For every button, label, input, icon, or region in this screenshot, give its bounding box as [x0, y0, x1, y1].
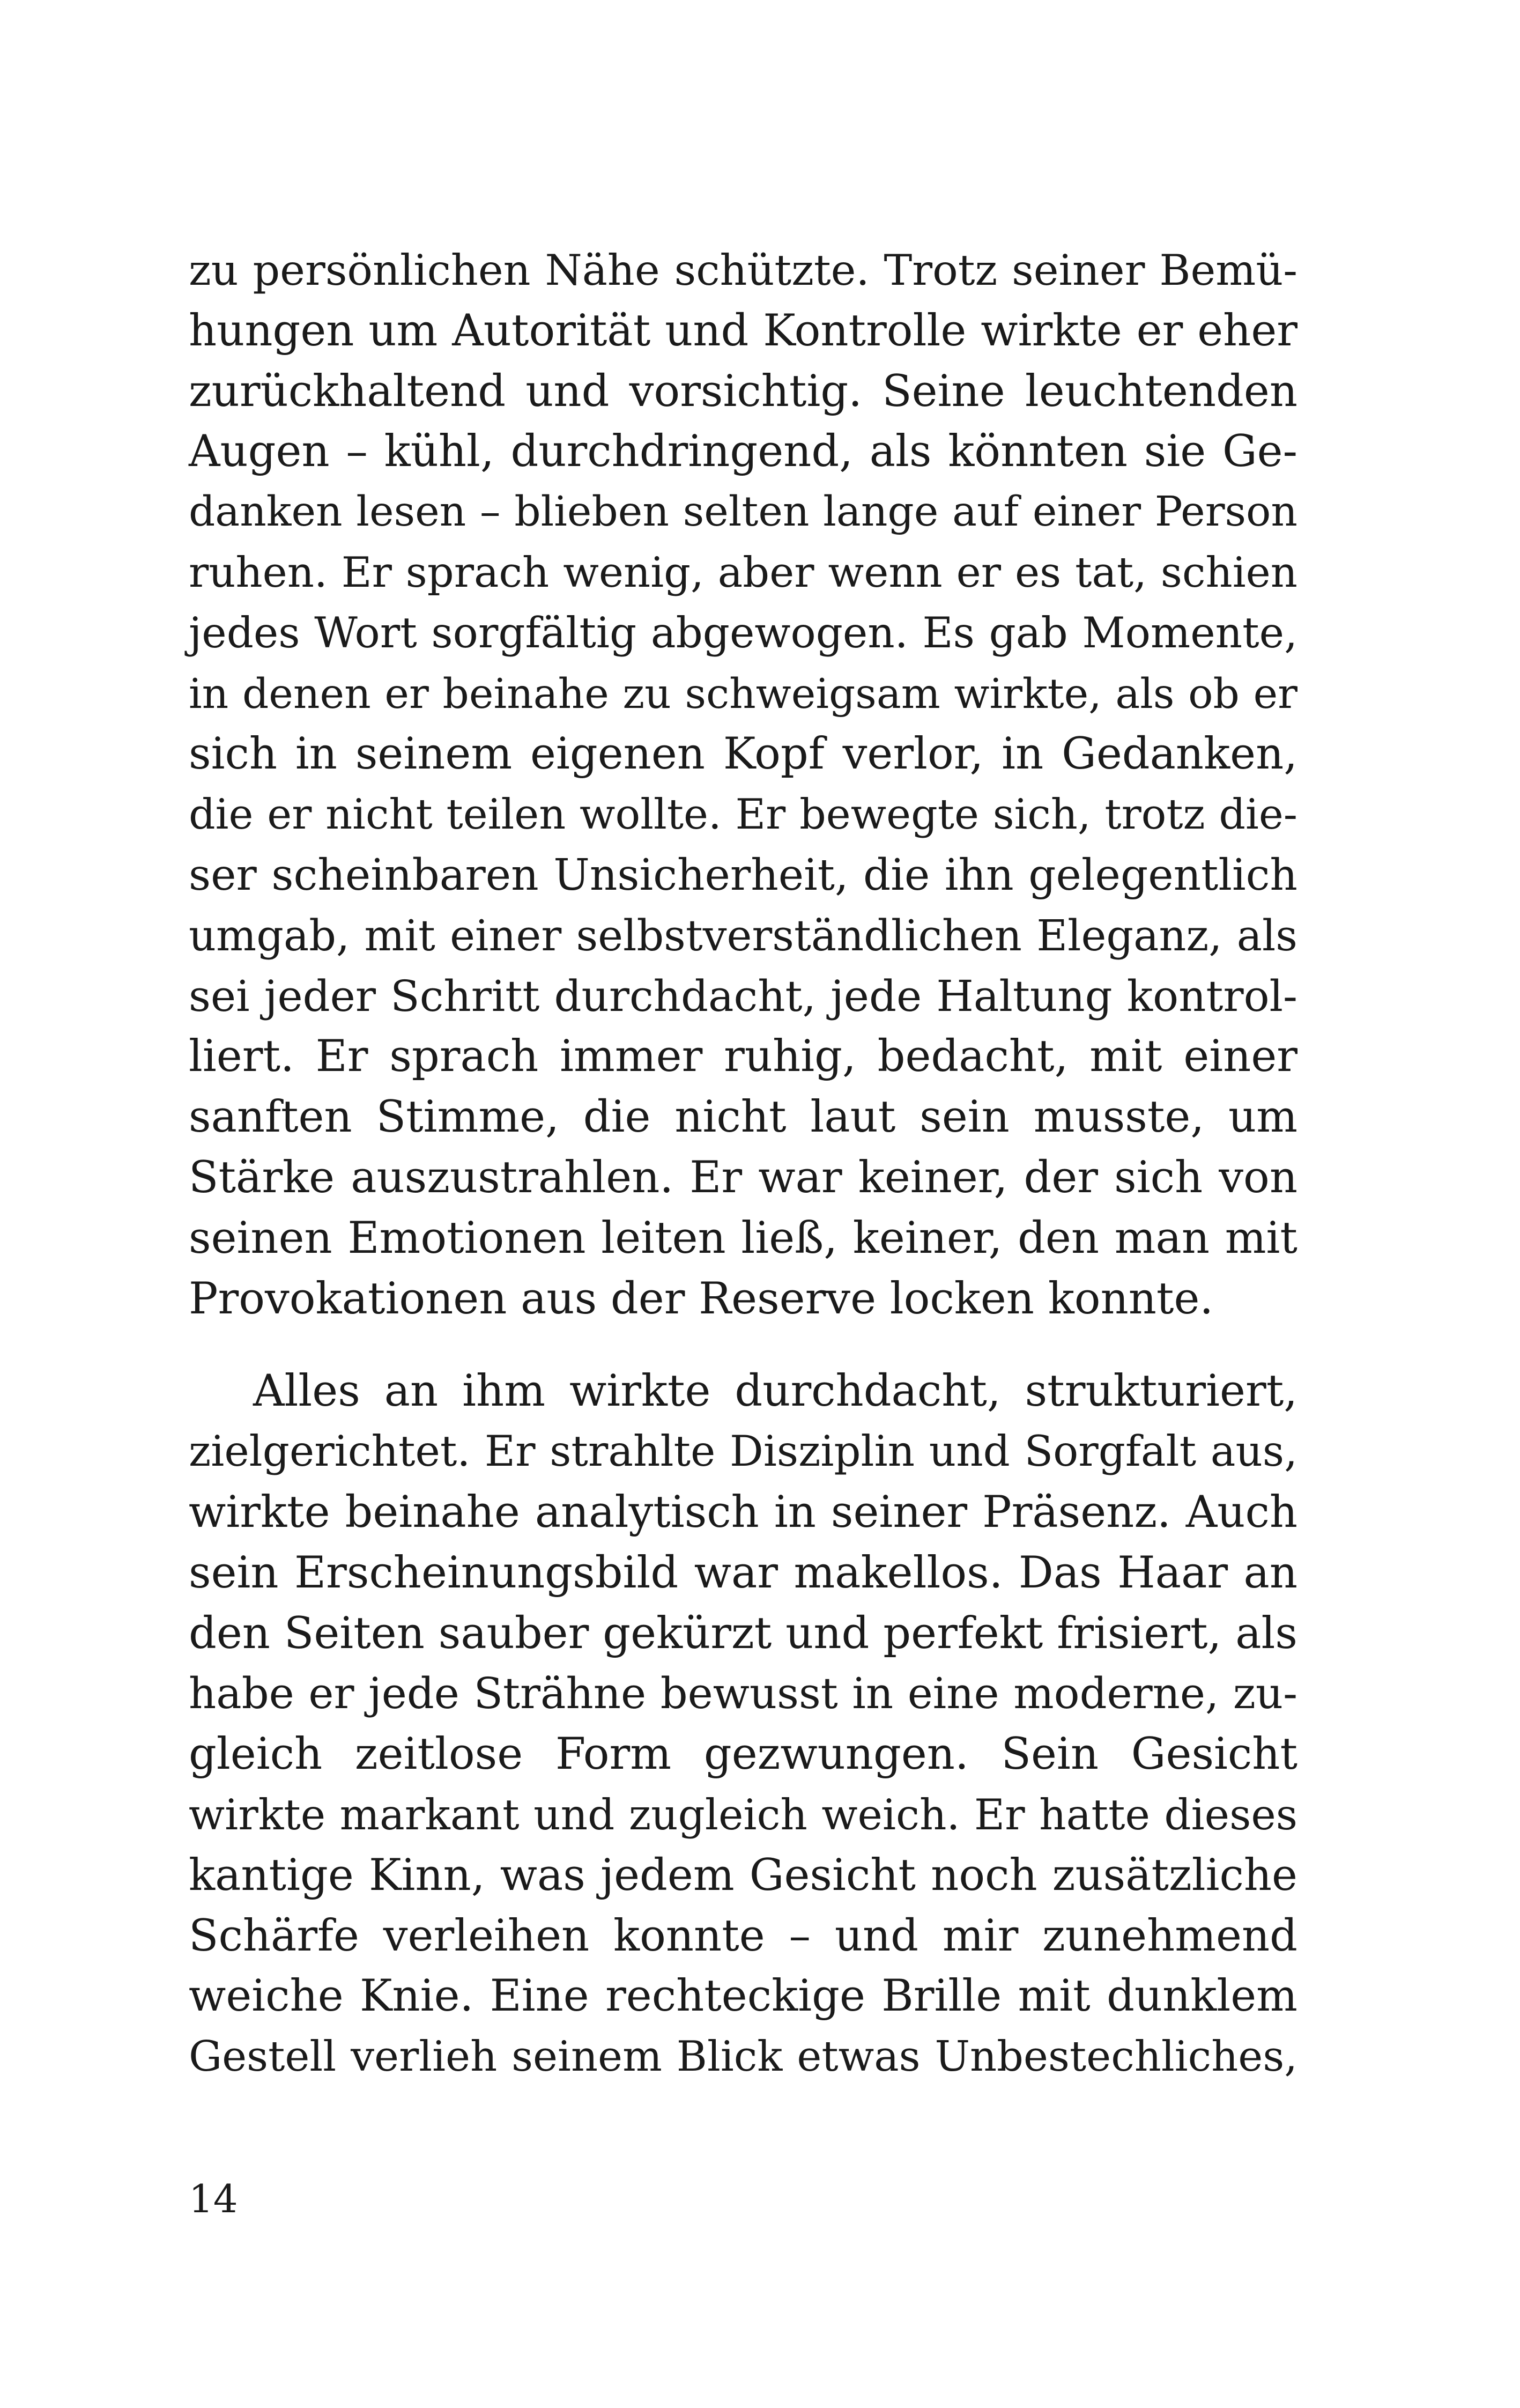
- text-line: sich in seinem eigenen Kopf verlor, in Gedanken,: [189, 729, 1297, 780]
- text-line: weiche Knie. Eine rechteckige Brille mit dunklem: [189, 1971, 1297, 2022]
- text-line: ruhen. Er sprach wenig, aber wenn er es tat, schien: [189, 548, 1297, 597]
- text-line: ser scheinbaren Unsicherheit, die ihn gelegentlich: [189, 850, 1297, 900]
- text-line: Schärfe verleihen konnte – und mir zunehmend: [189, 1910, 1297, 1961]
- text-line: wirkte beinahe analytisch in seiner Präsenz. Auch: [189, 1487, 1297, 1538]
- text-line: gleich zeitlose Form gezwungen. Sein Gesicht: [189, 1729, 1297, 1780]
- paragraph-2: [189, 1361, 1297, 2087]
- text-line: zielgerichtet. Er strahlte Disziplin und Sorgfalt aus,: [189, 1427, 1297, 1476]
- text-line: Stärke auszustrahlen. Er war keiner, der sich von: [189, 1152, 1297, 1203]
- text-line: den Seiten sauber gekürzt und perfekt frisiert, als: [189, 1608, 1297, 1659]
- text-line: sei jeder Schritt durchdacht, jede Haltung kontrol-: [189, 971, 1297, 1021]
- paragraph-1: [189, 240, 1297, 1329]
- text-line: Alles an ihm wirkte durchdacht, strukturiert,: [253, 1366, 1297, 1417]
- text-line: sanften Stimme, die nicht laut sein musste, um: [189, 1092, 1297, 1143]
- text-line: wirkte markant und zugleich weich. Er hatte dieses: [189, 1790, 1297, 1840]
- text-line: die er nicht teilen wollte. Er bewegte sich, trotz die-: [189, 791, 1297, 839]
- text-line: kantige Kinn, was jedem Gesicht noch zusätzliche: [189, 1850, 1297, 1901]
- text-line: seinen Emotionen leiten ließ, keiner, den man mit: [189, 1213, 1297, 1264]
- text-line: hungen um Autorität und Kontrolle wirkte er eher: [189, 305, 1297, 356]
- text-line: Provokationen aus der Reserve locken konnte.: [189, 1273, 1214, 1324]
- text-line: Augen – kühl, durchdringend, als könnten sie Ge-: [189, 426, 1297, 477]
- text-line: jedes Wort sorgfältig abgewogen. Es gab Momente,: [189, 608, 1297, 658]
- paragraph-gap: [189, 1329, 1297, 1361]
- text-line: zurückhaltend und vorsichtig. Seine leuchtenden: [189, 366, 1297, 417]
- page-number: 14: [189, 2176, 238, 2221]
- text-line: habe er jede Strähne bewusst in eine moderne, zu-: [189, 1668, 1297, 1719]
- text-line: zu persönlichen Nähe schützte. Trotz seiner Bemü-: [189, 246, 1297, 295]
- text-line: Gestell verlieh seinem Blick etwas Unbestechliches,: [189, 2033, 1297, 2081]
- text-line: liert. Er sprach immer ruhig, bedacht, mit einer: [189, 1031, 1297, 1082]
- text-line: umgab, mit einer selbstverständlichen Eleganz, als: [189, 910, 1297, 961]
- text-line: sein Erscheinungsbild war makellos. Das Haar an: [189, 1547, 1297, 1598]
- body-text: [189, 240, 1297, 2087]
- text-line: in denen er beinahe zu schweigsam wirkte, als ob er: [189, 669, 1297, 718]
- text-line: danken lesen – blieben selten lange auf einer Person: [189, 488, 1297, 536]
